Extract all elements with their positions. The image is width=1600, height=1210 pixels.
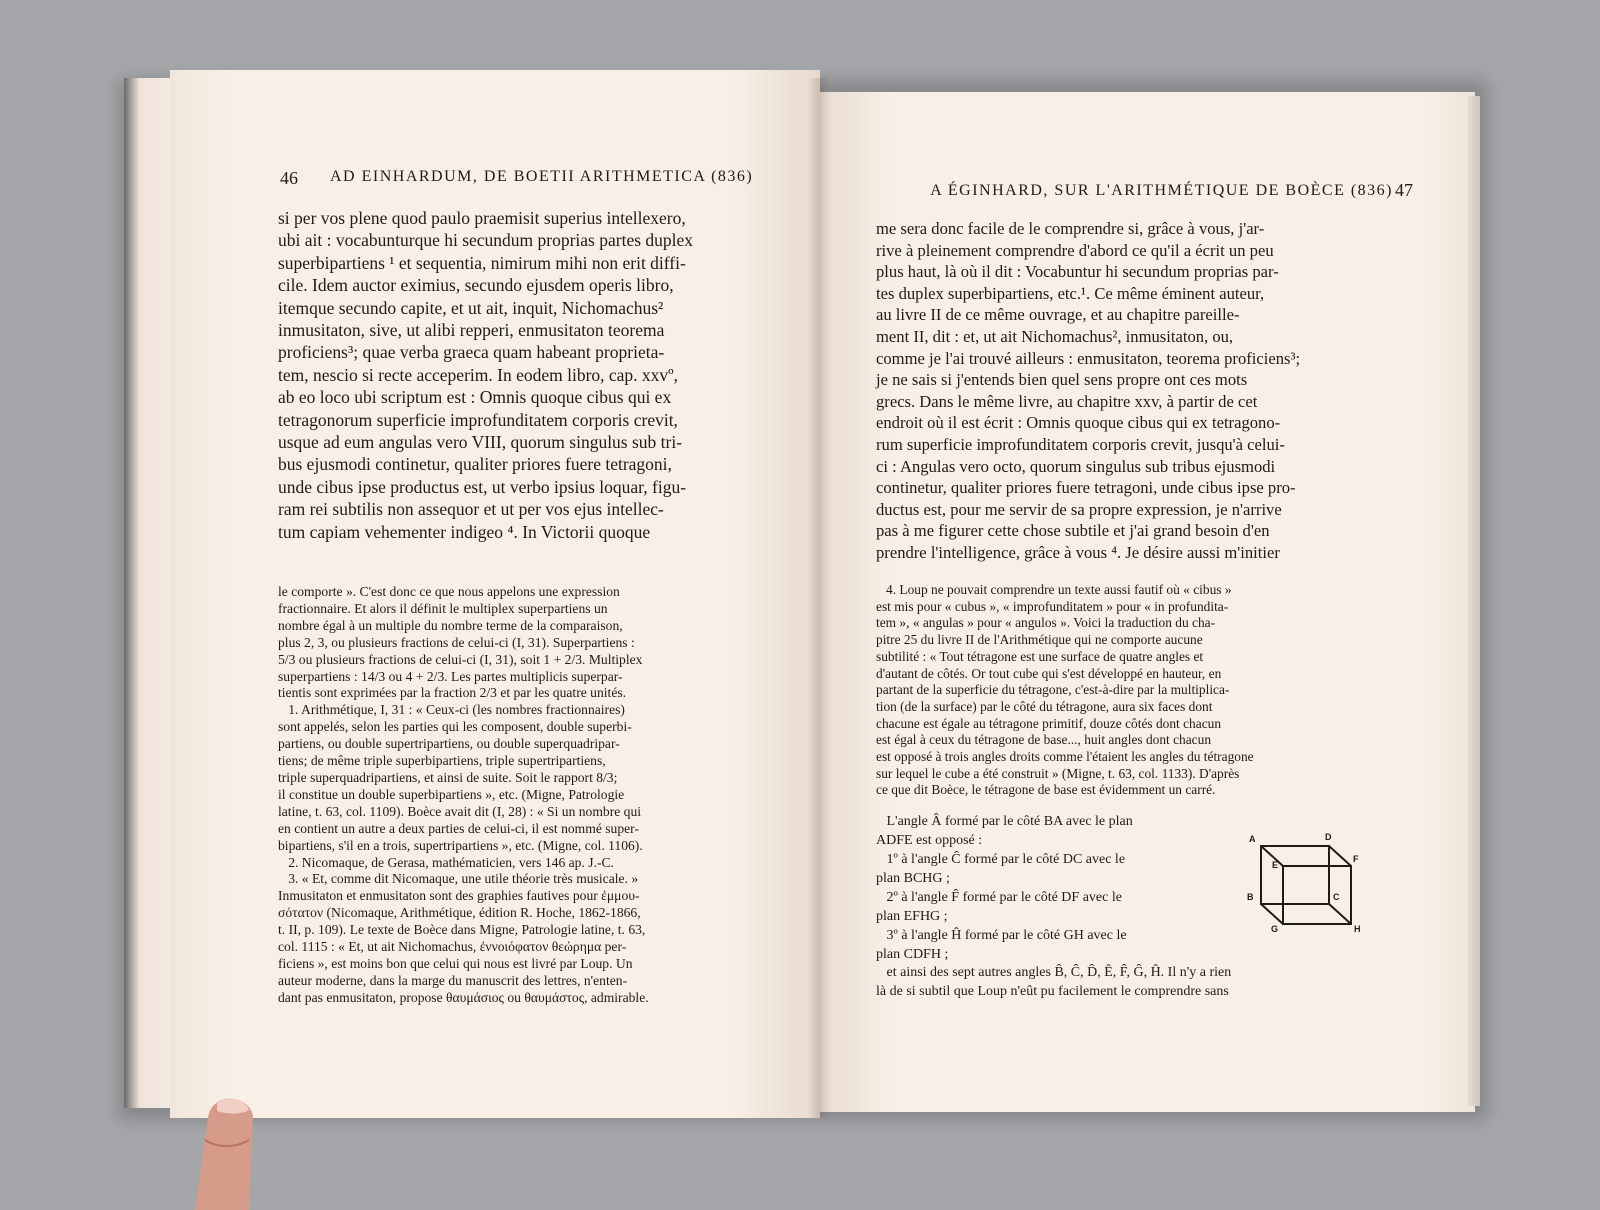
- cube-label-f: F: [1353, 854, 1359, 864]
- page-number-left: 46: [280, 168, 298, 188]
- right-closing-lines: et ainsi des sept autres angles B̂, Ĉ, D̂, Ê, F̂, Ĝ, Ĥ. Il n'y a rien là de si subtil que Loup n'eût pu facilement le comprendre sans: [876, 965, 1232, 999]
- cube-label-h: H: [1354, 924, 1361, 934]
- left-footnotes: le comporte ». C'est donc ce que nous appelons une expression fractionnaire. Et alors il définit le multiplex superpartiens un nombre égal à un multiple du nombre terme de la comparaison, plus 2, 3, ou plusieurs fractions de celui-ci (I, 31). Superpartiens : 5/3 ou plusieurs fractions de celui-ci (I, 31), soit 1 + 2/3. Multiplex superpartiens : 14/3 ou 4 + 2/3. Les partes multiplicis superpar- tientis sont exprimées par la fraction 2/3 et par les quatre unités. 1. Arithmétique, I, 31 : « Ceux-ci (les nombres fractionnaires) sont appelés, selon les parties qui les composent, double superbi- partiens, ou double supertripartiens, ou double superquadripar- tiens; de même triple superbipartiens, triple supertripartiens, triple superquadripartiens, et ainsi de suite. Soit le rapport 8/3; il constitue un double superbipartiens », etc. (Migne, Patrologie latine, t. 63, col. 1109). Boèce avait dit (I, 28) : « Si un nombre qui en contient un autre a deux parties de celui-ci, il est nommé super- bipartiens, s'il en a trois, supertripartiens », etc. (Migne, col. 1106). 2. Nicomaque, de Gerasa, mathématicien, vers 146 ap. J.-C. 3. « Et, comme dit Nicomaque, une utile théorie très musicale. » Inmusitaton et enmusitaton sont des graphies fautives pour ἐμμου- σότατον (Nicomaque, Arithmétique, édition R. Hoche, 1862-1866, t. II, p. 109). Le texte de Boèce dans Migne, Patrologie latine, t. 63, col. 1115 : « Et, ut ait Nichomachus, ἐννοιόφατον θεώρημα per- ficiens », est moins bon que celui qui nous est livré par Loup. Un auteur moderne, dans la marge du manuscrit des lettres, n'enten- dant pas enmusitaton, propose θαυμάσιος ou θαυμάστος, admirable.: [278, 584, 649, 1005]
- running-head-left: AD EINHARDUM, DE BOETII ARITHMETICA (836): [330, 168, 754, 185]
- page-block-edge-right: [1468, 96, 1480, 1106]
- cube-label-e: E: [1272, 860, 1279, 870]
- cube-edge: [1329, 904, 1351, 924]
- right-body-text: me sera donc facile de le comprendre si, grâce à vous, j'ar- rive à pleinement comprendre d'abord ce qu'il a écrit un peu plus haut, là où il dit : Vocabuntur hi secundum proprias par- tes duplex superbipartiens, etc.¹. Ce même éminent auteur, au livre II de ce même ouvrage, et au chapitre pareille- ment II, dit : et, ut ait Nichomachus², inmusitaton, ou, comme je l'ai trouvé ailleurs : enmusitaton, teorema proficiens³; je ne sais si j'entends bien quel sens propre ont ces mots grecs. Dans le même livre, au chapitre xxv, à partir de cet endroit où il est écrit : Omnis quoque cibus qui ex tetragono- rum superficie improfunditatem corporis crevit, jusqu'à celui- ci : Angulas vero octo, quorum singulus sub tribus ejusmodi continetur, qualiter priores fuere tetragoni, unde cibus ipse pro- ductus est, pour me servir de sa propre expression, je n'arrive pas à me figurer cette chose subtile et j'ai grand besoin d'en prendre l'intelligence, grâce à vous ⁴. Je désire aussi m'initier: [876, 219, 1301, 562]
- thumb: [145, 1070, 285, 1210]
- left-body-text: si per vos plene quod paulo praemisit superius intellexero, ubi ait : vocabunturque hi secundum proprias partes duplex superbipartiens ¹ et sequentia, nimirum mihi non erit diffi- cile. Idem auctor eximius, secundo ejusdem operis libro, itemque secundo capite, et ut ait, inquit, Nichomachus² inmusitaton, sive, ut alibi repperi, enmusitaton teorema proficiens³; quae verba graeca quam habeant proprieta- tem, nescio si recte acceperim. In eodem libro, cap. xxvº, ab eo loco ubi scriptum est : Omnis quoque cibus qui ex tetragonorum superficie improfunditatem corporis crevit, usque ad eum angulas vero VIII, quorum singulus sub tri- bus ejusmodi continetur, qualiter priores fuere tetragoni, unde cibus ipse productus est, ut verbo ipsius loquar, figu- ram rei subtilis non assequor et ut per vos ejus intellec- tum capiam vehementer indigeo ⁴. In Victorii quoque: [278, 208, 694, 542]
- left-page: [170, 70, 820, 1118]
- cube-edge: [1329, 846, 1351, 866]
- page-number-right: 47: [1395, 180, 1413, 200]
- running-head-right: A ÉGINHARD, SUR L'ARITHMÉTIQUE DE BOÈCE (836): [930, 182, 1393, 199]
- right-page: [815, 92, 1475, 1112]
- cube-figure: [1235, 828, 1367, 936]
- cube-label-g: G: [1271, 924, 1279, 934]
- right-footnote-4: 4. Loup ne pouvait comprendre un texte aussi fautif où « cibus » est mis pour « cubus », « improfunditatem » pour « in profundita- tem », « angulas » pour « angulos ». Voici la traduction du cha- pitre 25 du livre II de l'Arithmétique qui ne comporte aucune subtilité : « Tout tétragone est une surface de quatre angles et d'autant de côtés. Or tout cube qui s'est développé en hauteur, en partant de la superficie du tétragone, c'est-à-dire par la multiplica- tion (de la surface) par le côté du tétragone, aura six faces dont chacune est égale au tétragone primitif, douze côtés dont chacun est égal à ceux du tétragone de base..., huit angles dont chacun est opposé à trois angles droits comme l'étaient les angles du tétragone sur lequel le cube a été construit » (Migne, t. 63, col. 1133). D'après ce que dit Boèce, le tétragone de base est évidemment un carré.: [876, 582, 1254, 798]
- cube-label-d: D: [1325, 832, 1332, 842]
- cube-label-c: C: [1333, 892, 1340, 902]
- cube-edge: [1261, 904, 1283, 924]
- book-gutter: [808, 78, 830, 1118]
- page-block-edge-left: [124, 78, 176, 1108]
- cube-label-b: B: [1247, 892, 1254, 902]
- cube-label-a: A: [1249, 834, 1256, 844]
- right-angle-list: L'angle Â formé par le côté BA avec le plan ADFE est opposé : 1º à l'angle Ĉ formé par le côté DC avec le plan BCHG ; 2º à l'angle F̂ formé par le côté DF avec le plan EFHG ; 3º à l'angle Ĥ formé par le côté GH avec le plan CDFH ;: [876, 814, 1133, 962]
